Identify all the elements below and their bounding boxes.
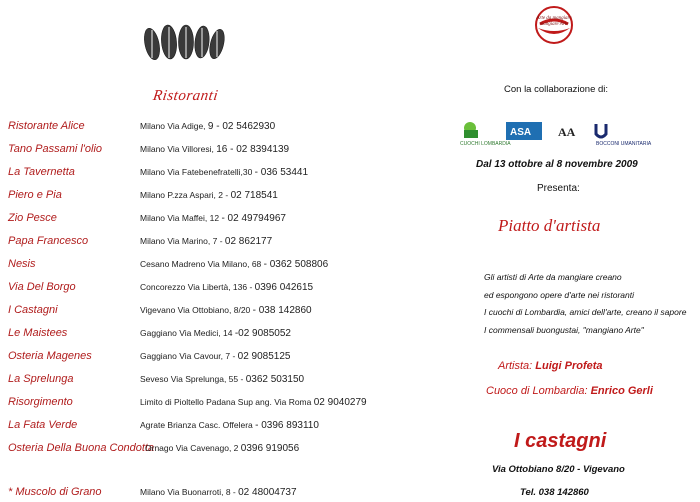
event-title: Piatto d'artista	[498, 216, 601, 235]
arte-da-mangiare-logo-icon	[520, 4, 588, 46]
restaurant-address	[140, 487, 297, 498]
restaurant-address	[140, 397, 367, 408]
artist-name: Luigi Profeta	[535, 360, 603, 372]
restaurant-phone: 0396 919056	[240, 443, 300, 454]
cook-line	[486, 385, 653, 397]
restaurant-row	[8, 281, 478, 297]
sponsor-logos	[458, 118, 688, 148]
restaurant-name: La Sprelunga	[8, 373, 74, 385]
restaurant-phone: 0362 503150	[245, 374, 305, 385]
presents-label: Presenta:	[537, 183, 580, 194]
svg-text:ASA: ASA	[510, 127, 532, 138]
restaurant-street: Milano Via Buonarroti, 8 -	[140, 487, 239, 497]
restaurant-row	[8, 442, 478, 458]
logo-text-line2: mangiare Arte	[539, 22, 569, 27]
restaurant-name: Nesis	[8, 258, 36, 270]
aa-logo-icon	[558, 125, 576, 139]
restaurant-address	[140, 351, 291, 362]
restaurant-row	[8, 143, 478, 159]
restaurant-name: Zio Pesce	[8, 212, 57, 224]
restaurant-street: Vigevano Via Ottobiano, 8/20	[140, 305, 253, 315]
restaurant-street: Ornago Via Cavenago, 2	[145, 443, 241, 453]
venue-address: Via Ottobiano 8/20 - Vigevano	[492, 464, 625, 475]
restaurant-street: Milano Via Fatebenefratelli,30	[140, 167, 255, 177]
restaurant-address	[140, 144, 289, 155]
artist-line	[498, 360, 603, 372]
restaurant-row	[8, 373, 478, 389]
restaurant-name: La Fata Verde	[8, 419, 78, 431]
venue-name: I castagni	[514, 430, 607, 452]
restaurant-phone: 9 - 02 5462930	[207, 121, 276, 132]
logo-text-line1: Arte da mangiare	[536, 16, 572, 21]
restaurant-phone: - 0362 508806	[263, 259, 329, 270]
restaurant-phone: - 038 142860	[252, 305, 312, 316]
description-line: ed espongono opere d'arte nei ristoranti	[484, 290, 635, 300]
event-dates: Dal 13 ottobre al 8 novembre 2009	[476, 159, 638, 170]
restaurant-phone: 02 9040279	[313, 397, 367, 408]
restaurant-street: Milano Via Marino, 7 -	[140, 236, 225, 246]
restaurant-row	[8, 304, 478, 320]
restaurant-name: Piero e Pia	[8, 189, 62, 201]
restaurant-street: Gaggiano Via Medici, 14	[140, 328, 235, 338]
restaurant-row	[8, 189, 478, 205]
restaurant-name: Le Maistees	[8, 327, 68, 339]
restaurant-phone: 02 48004737	[238, 487, 297, 498]
restaurant-name: Via Del Borgo	[8, 281, 76, 293]
seeds-image-icon	[138, 18, 230, 66]
restaurants-heading: Ristoranti	[151, 88, 220, 104]
restaurant-address	[140, 282, 313, 293]
artist-label: Artista:	[498, 360, 536, 372]
restaurant-phone: - 036 53441	[254, 167, 309, 178]
restaurant-phone: - 0396 893110	[255, 420, 319, 431]
restaurant-row	[8, 258, 478, 274]
restaurant-phone: 16 - 02 8394139	[216, 144, 290, 155]
restaurant-row	[8, 120, 478, 136]
cook-label: Cuoco di Lombardia:	[486, 385, 591, 397]
restaurant-name: Osteria Della Buona Condotta	[8, 442, 155, 454]
restaurant-address	[140, 167, 308, 178]
restaurant-row	[8, 350, 478, 366]
umanitaria-logo-icon	[596, 124, 652, 147]
cuochi-lombardia-logo-icon	[460, 122, 511, 147]
description-line: I cuochi di Lombardia, amici dell'arte, creano il sapore	[484, 307, 687, 317]
restaurant-phone: -02 9085052	[234, 328, 291, 339]
restaurant-name: Osteria Magenes	[8, 350, 92, 362]
restaurant-street: Limito di Pioltello Padana Sup ang. Via Roma	[140, 397, 314, 407]
collaboration-label: Con la collaborazione di:	[504, 84, 609, 95]
restaurant-phone: - 02 49794967	[221, 213, 286, 224]
restaurant-name: Tano Passami l'olio	[8, 143, 103, 155]
restaurant-street: Milano Via Adige,	[140, 121, 208, 131]
restaurant-row	[8, 212, 478, 228]
restaurant-phone: 02 9085125	[237, 351, 291, 362]
restaurant-address	[140, 259, 328, 270]
restaurant-address	[140, 190, 278, 201]
restaurant-row	[8, 327, 478, 343]
restaurant-phone: 0396 042615	[254, 282, 314, 293]
restaurant-name: * Muscolo di Grano	[8, 486, 102, 498]
restaurant-address	[140, 328, 291, 339]
restaurant-address	[140, 236, 272, 247]
svg-text:AA: AA	[558, 125, 576, 139]
restaurant-row	[8, 396, 478, 412]
restaurant-street: Seveso Via Sprelunga, 55 -	[140, 374, 246, 384]
cook-name: Enrico Gerli	[590, 385, 653, 397]
restaurant-street: Agrate Brianza Casc. Offelera	[140, 420, 256, 430]
svg-text:CUOCHI LOMBARDIA: CUOCHI LOMBARDIA	[460, 141, 511, 147]
restaurant-row	[8, 419, 478, 435]
restaurant-name: Ristorante Alice	[8, 120, 85, 132]
restaurant-name: La Tavernetta	[8, 166, 75, 178]
restaurant-address	[145, 443, 299, 454]
restaurant-name: Risorgimento	[8, 396, 73, 408]
venue-telephone: Tel. 038 142860	[520, 487, 589, 498]
restaurant-address	[140, 213, 286, 224]
restaurant-street: Milano Via Villoresi,	[140, 144, 217, 154]
asa-logo-icon	[506, 122, 542, 140]
description-line: I commensali buongustai, "mangiano Arte"	[484, 325, 644, 335]
restaurant-address	[140, 374, 304, 385]
restaurant-name: Papa Francesco	[8, 235, 89, 247]
description-line: Gli artisti di Arte da mangiare creano	[484, 272, 622, 282]
restaurant-row	[8, 235, 478, 251]
restaurant-address	[140, 305, 312, 316]
restaurant-row	[8, 166, 478, 182]
restaurant-address	[140, 420, 319, 431]
restaurant-street: Gaggiano Via Cavour, 7 -	[140, 351, 238, 361]
restaurant-street: Milano P.zza Aspari, 2 -	[140, 190, 231, 200]
restaurant-street: Concorezzo Via Libertà, 136 -	[140, 282, 255, 292]
restaurant-street: Milano Via Maffei, 12	[140, 213, 222, 223]
restaurant-address	[140, 121, 275, 132]
restaurant-street: Cesano Madreno Via Milano, 68	[140, 259, 264, 269]
restaurant-name: I Castagni	[8, 304, 58, 316]
restaurant-phone: 02 862177	[224, 236, 273, 247]
svg-text:BOCCONI UMANITARIA: BOCCONI UMANITARIA	[596, 141, 652, 147]
restaurant-phone: 02 718541	[230, 190, 278, 201]
